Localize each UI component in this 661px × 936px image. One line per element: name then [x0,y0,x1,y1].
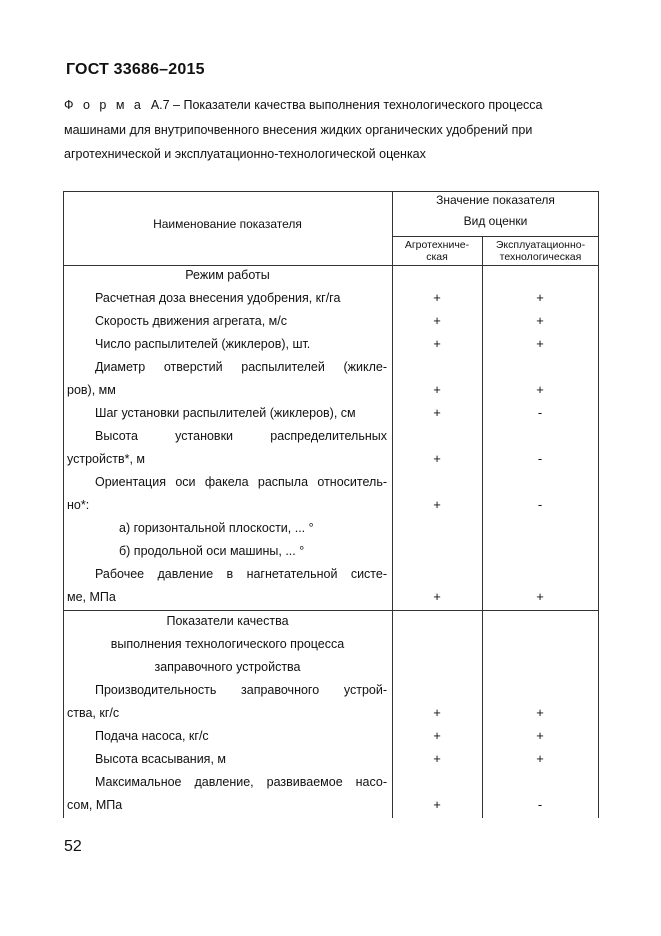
header-agro-line-2: ская [426,251,448,263]
section-title-quality-2: выполнения технологического процесса [110,637,345,651]
row-orientation-line-2: но*: [67,498,90,512]
row-nozzle-diameter-expl: + [536,382,544,397]
header-agro-line-1: Агротехниче- [404,239,470,251]
row-height-expl: - [537,451,543,466]
row-max-pressure-line-1: Максимальное давление, развиваемое насо- [95,775,387,789]
section-title-quality-1: Показатели качества [166,614,289,628]
row-nozzle-count-agro: + [433,336,441,351]
row-productivity-agro: + [433,705,441,720]
section-title-quality-3: заправочного устройства [154,660,301,674]
row-speed-agro: + [433,313,441,328]
row-dose-expl: + [536,290,544,305]
header-bottom-border [63,265,599,266]
row-nozzle-diameter-line-1: Диаметр отверстий распылителей (жикле- [95,360,387,374]
header-expl-line-2: технологическая [499,251,582,263]
table-col-divider-1 [392,191,393,818]
row-pump-flow-expl: + [536,728,544,743]
row-orientation-expl: - [537,497,543,512]
row-pump-flow-agro: + [433,728,441,743]
row-nozzle-count-expl: + [536,336,544,351]
row-height-line-1: Высота установки распределительных [95,429,387,443]
header-agro [392,239,482,263]
row-pressure-agro: + [433,589,441,604]
section-divider [63,610,599,611]
row-productivity-expl: + [536,705,544,720]
table-border-right [598,191,599,818]
row-height-agro: + [433,451,441,466]
row-suction-height-agro: + [433,751,441,766]
row-orientation-line-1: Ориентация оси факела распыла относитель- [95,475,387,489]
page-number: 52 [64,838,82,855]
header-eval-type: Вид оценки [463,214,528,228]
form-caption-line-1 [64,98,542,112]
table-border-top [63,191,599,192]
standard-title: ГОСТ 33686–2015 [66,61,205,78]
row-max-pressure-line-2: сом, МПа [67,798,123,812]
eval-type-divider [392,236,599,237]
table-border-left [63,191,64,818]
row-orientation-horizontal: а) горизонтальной плоскости, ... ° [119,521,314,535]
row-nozzle-diameter-agro: + [433,382,441,397]
row-nozzle-pitch-text: Шаг установки распылителей (жиклеров), см [95,406,356,420]
row-productivity-line-2: ства, кг/с [67,706,120,720]
row-height-line-2: устройств*, м [67,452,145,466]
row-orientation-agro: + [433,497,441,512]
row-max-pressure-expl: - [537,797,543,812]
row-nozzle-diameter-line-2: ров), мм [67,383,116,397]
row-pressure-expl: + [536,589,544,604]
row-speed-text: Скорость движения агрегата, м/с [95,314,287,328]
row-suction-height-text: Высота всасывания, м [95,752,226,766]
form-caption-line-2: машинами для внутрипочвенного внесения жидких органических удобрений при [64,123,533,137]
row-pressure-line-1: Рабочее давление в нагнетательной систе- [95,567,387,581]
header-expl [483,239,598,263]
row-speed-expl: + [536,313,544,328]
row-nozzle-pitch-expl: - [537,405,543,420]
header-indicator-value: Значение показателя [436,193,555,207]
row-pump-flow-text: Подача насоса, кг/с [95,729,209,743]
form-label: Ф о р м а [64,98,144,112]
row-suction-height-expl: + [536,751,544,766]
form-caption-line-3: агротехнической и эксплуатационно-технологической оценках [64,147,426,161]
row-pressure-line-2: ме, МПа [67,590,116,604]
section-title-mode: Режим работы [185,268,270,282]
row-max-pressure-agro: + [433,797,441,812]
row-dose-agro: + [433,290,441,305]
row-nozzle-pitch-agro: + [433,405,441,420]
header-expl-line-1: Эксплуатационно- [495,239,586,251]
row-dose-text: Расчетная доза внесения удобрения, кг/га [95,291,341,305]
row-nozzle-count-text: Число распылителей (жиклеров), шт. [95,337,311,351]
row-orientation-longitudinal: б) продольной оси машины, ... ° [119,544,305,558]
table-col-divider-2 [482,236,483,818]
row-productivity-line-1: Производительность заправочного устрой- [95,683,387,697]
form-caption-text: А.7 – Показатели качества выполнения технологического процесса [150,98,543,112]
header-indicator-name: Наименование показателя [153,217,302,231]
